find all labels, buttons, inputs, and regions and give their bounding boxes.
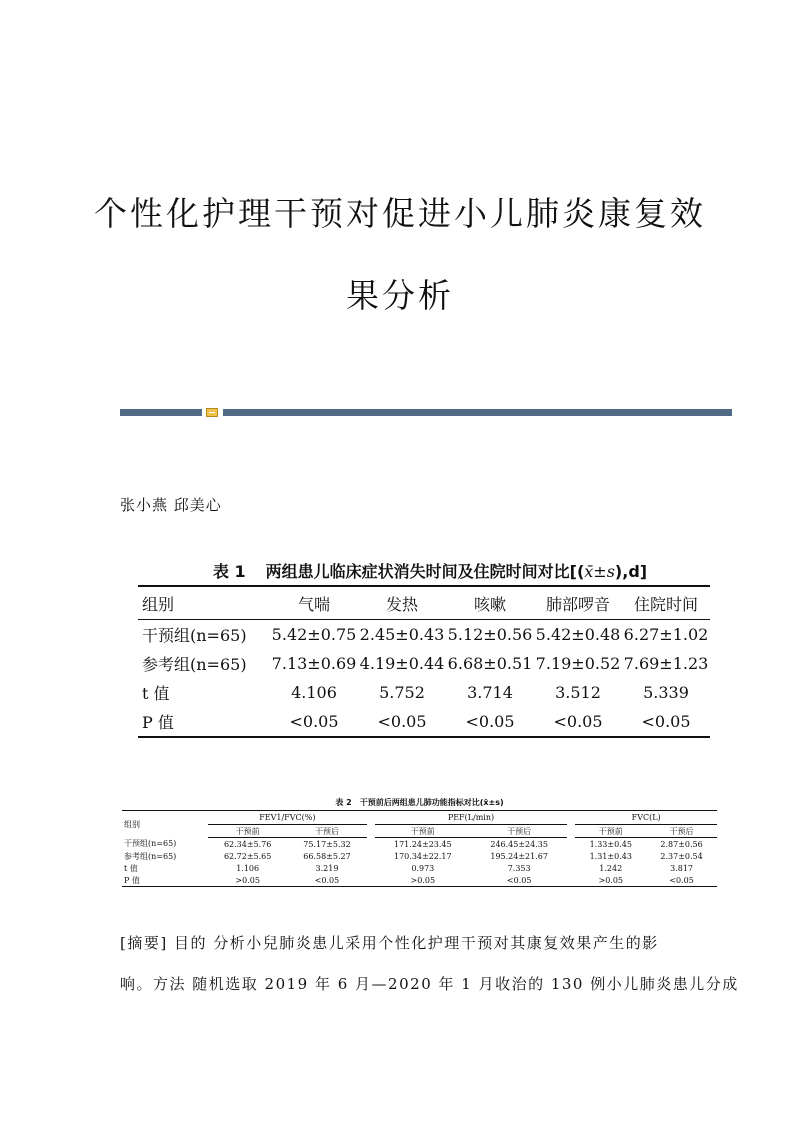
table2-spacer [567, 862, 575, 874]
table1-cell: <0.05 [465, 712, 515, 731]
table2-cell: 1.31±0.43 [589, 851, 632, 861]
table1-cell: 2.45±0.43 [359, 625, 445, 644]
table2-cell: 7.353 [507, 863, 531, 873]
table2-group-header: FVC(L) [575, 811, 717, 825]
table2-subheader-row [122, 825, 717, 838]
table-row [138, 649, 710, 678]
table1-caption [120, 559, 740, 582]
table2-cell: 3.817 [670, 863, 694, 873]
table1-cell: 5.752 [379, 683, 425, 702]
table1-caption-stat: x̄±s [584, 562, 615, 581]
table2-cell: 1.242 [599, 863, 623, 873]
table2-spacer [567, 811, 575, 838]
table2-cell: 2.87±0.56 [660, 839, 703, 849]
table2-cell: 75.17±5.32 [303, 839, 351, 849]
table2-subheader: 干预后 [471, 825, 567, 838]
table2-spacer [567, 850, 575, 862]
table2-subheader: 干预后 [287, 825, 366, 838]
table2-subheader: 干预前 [208, 825, 287, 838]
table2-cell: 0.973 [411, 863, 435, 873]
table1-symptom-times [138, 585, 710, 738]
table2-row-label: t 值 [124, 863, 138, 873]
table-row [138, 707, 710, 737]
table2-group-header: FEV1/FVC(%) [208, 811, 367, 825]
table1-cell: 6.27±1.02 [623, 625, 709, 644]
table2-group-header-row [122, 811, 717, 825]
table2-body [122, 838, 717, 887]
table1-header-cell: 发热 [358, 586, 446, 620]
abstract-line-1: [摘要] 目的 分析小兒肺炎患儿采用个性化护理干预对其康复效果产生的影 [120, 934, 659, 952]
table2-cell: 66.58±5.27 [303, 851, 351, 861]
table1-cell: 7.69±1.23 [623, 654, 709, 673]
table2-row-label: P 值 [124, 875, 140, 885]
abstract-line-2: 响。方法 随机选取 2019 年 6 月—2020 年 1 月收治的 130 例小儿肺炎患儿分成 [120, 975, 739, 993]
table1-cell: 5.339 [643, 683, 689, 702]
table-row [138, 678, 710, 707]
table1-cell: 7.19±0.52 [535, 654, 621, 673]
table1-cell: 3.512 [555, 683, 601, 702]
table2-cell: 1.106 [236, 863, 260, 873]
table1-cell: 3.714 [467, 683, 513, 702]
table-row [138, 620, 710, 650]
authors: 张小燕 邱美心 [120, 496, 222, 514]
table2-group-header: PEF(L/min) [375, 811, 568, 825]
table2-subheader: 干预后 [646, 825, 717, 838]
table1-body [138, 620, 710, 738]
table1-row-label: 干预组(n=65) [142, 626, 247, 645]
table1-caption-number: 表 1 [212, 562, 246, 581]
divider-bar-left [120, 409, 202, 416]
table1-header-cell: 咳嗽 [446, 586, 534, 620]
table2-spacer [367, 862, 375, 874]
table2-subheader: 干预前 [375, 825, 471, 838]
table-row [122, 838, 717, 851]
table2-spacer [367, 838, 375, 851]
table1-header-cell: 住院时间 [622, 586, 710, 620]
table1-header-row [138, 586, 710, 620]
document-title-line-2: 果分析 [346, 276, 454, 315]
table1-cell: 7.13±0.69 [271, 654, 357, 673]
table1-cell: <0.05 [377, 712, 427, 731]
table2-cell: <0.05 [506, 875, 532, 885]
table2-cell: 3.219 [315, 863, 339, 873]
table1-cell: <0.05 [553, 712, 603, 731]
table2-cell: <0.05 [669, 875, 694, 885]
divider-emblem-icon [206, 408, 218, 417]
table1-header-cell: 气喘 [270, 586, 358, 620]
document-title-line-1: 个性化护理干预对促进小儿肺炎康复效 [94, 194, 706, 233]
table1-cell: 5.12±0.56 [447, 625, 533, 644]
table1-cell: 4.106 [291, 683, 337, 702]
table1-header-cell: 肺部啰音 [534, 586, 622, 620]
table1-cell: 5.42±0.48 [535, 625, 621, 644]
table1-cell: <0.05 [641, 712, 691, 731]
table2-subheader: 干预前 [575, 825, 646, 838]
table1-cell: 6.68±0.51 [447, 654, 533, 673]
table2-cell: >0.05 [235, 875, 260, 885]
table2-cell: 62.34±5.76 [223, 839, 272, 849]
table2-cell: <0.05 [314, 875, 340, 885]
table2-spacer [567, 874, 575, 887]
table1-row-label: 参考组(n=65) [142, 655, 247, 674]
table1-cell: 4.19±0.44 [359, 654, 445, 673]
table2-spacer [567, 838, 575, 851]
table1-cell: 5.42±0.75 [271, 625, 357, 644]
table2-row-label: 参考组(n=65) [124, 851, 177, 861]
table2-cell: 195.24±21.67 [490, 851, 548, 861]
table1-header-group: 组别 [138, 586, 270, 620]
title-divider [120, 409, 732, 418]
table-row [122, 862, 717, 874]
table1-caption-text: 两组患儿临床症状消失时间及住院时间对比[( [265, 562, 585, 581]
table2-lung-function [122, 810, 717, 887]
table2-spacer [367, 850, 375, 862]
table2-cell: 246.45±24.35 [490, 839, 548, 849]
table2-cell: 171.24±23.45 [394, 839, 452, 849]
table1-cell: <0.05 [289, 712, 339, 731]
table-row [122, 850, 717, 862]
table2-spacer [367, 874, 375, 887]
table1-row-label: P 值 [142, 713, 174, 732]
table2-caption: 表 2 干预前后两组患儿肺功能指标对比(x̄±s) [335, 798, 504, 807]
table2-cell: 1.33±0.45 [589, 839, 632, 849]
table1-row-label: t 值 [142, 684, 170, 703]
table2-cell: 170.34±22.17 [394, 851, 452, 861]
table2-cell: >0.05 [410, 875, 436, 885]
table2-cell: >0.05 [598, 875, 623, 885]
table2-spacer [367, 811, 375, 838]
table2-cell: 62.72±5.65 [223, 851, 272, 861]
table2-cell: 2.37±0.54 [660, 851, 703, 861]
table-row [122, 874, 717, 887]
table2-row-header: 组别 [124, 819, 140, 829]
table1-caption-tail: ),d] [614, 562, 648, 581]
table2-row-label: 干预组(n=65) [124, 839, 177, 849]
divider-bar-right [223, 409, 732, 416]
